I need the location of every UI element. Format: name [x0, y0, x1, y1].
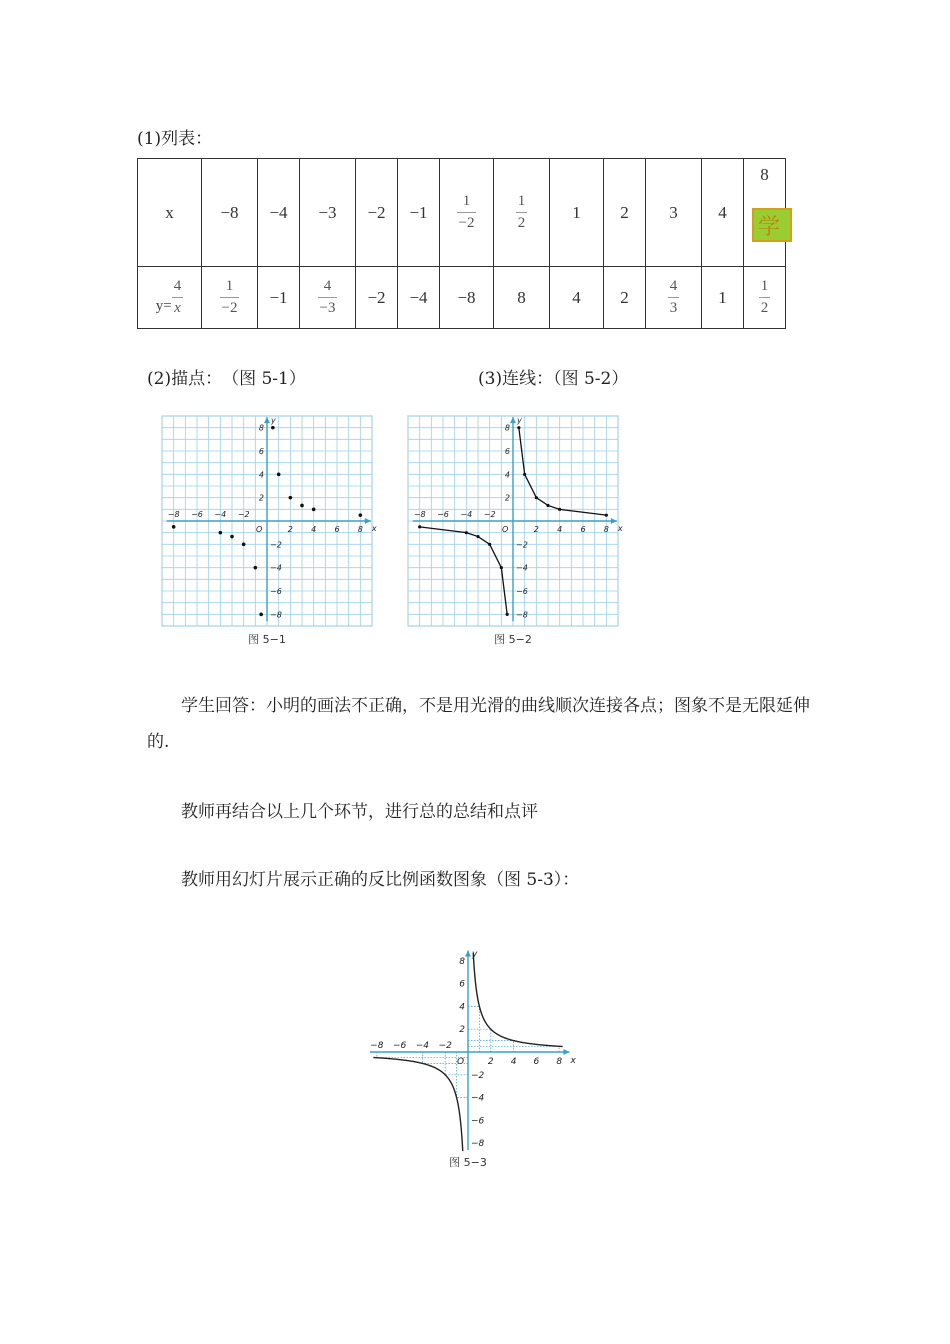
y-tick-label: 2: [459, 1025, 465, 1036]
figure-caption: 图 5−2: [494, 633, 532, 646]
x-cell-last: [744, 159, 786, 267]
x-axis-name: x: [617, 524, 623, 533]
y-label-den: x: [174, 300, 181, 316]
y-header-cell: [138, 267, 202, 329]
figure-caption: 图 5−3: [449, 1156, 487, 1169]
x-tick-label: 8: [603, 525, 609, 534]
y-tick-label: −2: [270, 540, 282, 550]
y-tick-label: −4: [516, 563, 528, 573]
y-axis-name: y: [472, 949, 478, 960]
x-tick-label: −8: [413, 510, 426, 519]
x-tick-label: 8: [556, 1057, 563, 1067]
table-row-y: [138, 267, 786, 329]
teacher-slide-paragraph: 教师用幻灯片展示正确的反比例函数图象（图 5-3）：: [181, 870, 580, 890]
y-label-num: 4: [173, 278, 182, 294]
fraction-value: $\frac{1}{-2}$: [458, 193, 475, 231]
data-point: [254, 566, 258, 570]
y-tick-label: 2: [504, 493, 510, 503]
data-point: [476, 535, 479, 538]
y-cell: −8: [440, 267, 494, 329]
x-tick-label: −4: [415, 1041, 430, 1051]
fraction-value: $\frac{1}{2}$: [760, 278, 769, 316]
table-row-x: [138, 159, 786, 267]
value-table: [137, 158, 786, 329]
y-tick-label: 6: [504, 447, 510, 456]
y-cell: [646, 267, 702, 329]
y-tick-label: −8: [471, 1139, 485, 1150]
data-point: [172, 525, 176, 529]
x-cell: 2: [604, 159, 646, 267]
figure-5-1-scatter: [158, 412, 377, 646]
y-tick-label: −4: [471, 1093, 485, 1104]
y-tick-label: −4: [270, 563, 282, 573]
data-point: [289, 496, 293, 500]
y-tick-label: −8: [270, 610, 282, 620]
x-cell: −8: [202, 159, 258, 267]
y-tick-label: −6: [471, 1116, 485, 1127]
data-point: [271, 426, 275, 430]
y-cell: [300, 267, 356, 329]
x-cell: 4: [702, 159, 744, 267]
y-cell: −4: [398, 267, 440, 329]
data-point: [312, 508, 316, 512]
x-axis-name: x: [570, 1056, 576, 1066]
x-tick-label: −6: [437, 510, 449, 519]
data-point: [418, 525, 421, 528]
x-tick-label: 2: [287, 525, 293, 534]
y-tick-label: 8: [504, 423, 510, 433]
x-cell: [494, 159, 550, 267]
y-tick-label: 6: [258, 447, 264, 456]
data-point: [465, 531, 468, 534]
data-point: [535, 496, 538, 499]
origin-label: O: [256, 525, 263, 534]
data-point: [558, 508, 561, 511]
x-header-label: x: [165, 202, 174, 222]
origin-label: O: [502, 525, 509, 534]
data-point: [230, 535, 234, 539]
y-cell: −2: [356, 267, 398, 329]
step1-label: (1)列表：: [137, 129, 213, 149]
y-tick-label: 2: [258, 493, 264, 503]
teacher-summary-paragraph: 教师再结合以上几个环节，进行总的总结和点评: [181, 802, 538, 822]
y-axis-name: y: [517, 416, 522, 426]
x-tick-label: 6: [533, 1057, 540, 1067]
y-tick-label: −2: [516, 540, 528, 550]
fraction-value: $\frac{4}{-3}$: [319, 278, 336, 316]
x-tick-label: −6: [191, 510, 203, 519]
x-tick-label: 4: [557, 525, 563, 534]
x-tick-label: −4: [460, 510, 473, 519]
x-cell: −1: [398, 159, 440, 267]
y-tick-label: 4: [258, 470, 264, 480]
x-cell: −3: [300, 159, 356, 267]
y-tick-label: −6: [516, 587, 528, 596]
y-tick-label: 4: [459, 1002, 465, 1013]
data-point: [277, 473, 281, 477]
x-tick-label: 4: [510, 1057, 517, 1067]
x-tick-label: 8: [357, 525, 363, 534]
figure-5-3-hyperbola: [362, 930, 578, 1176]
y-tick-label: −2: [471, 1070, 485, 1081]
y-cell: 8: [494, 267, 550, 329]
x-tick-label: −2: [438, 1041, 452, 1051]
fraction-value: $\frac{1}{2}$: [517, 193, 526, 231]
data-point: [359, 513, 363, 517]
y-cell: 1: [702, 267, 744, 329]
y-tick-label: 8: [459, 956, 465, 967]
y-cell: 2: [604, 267, 646, 329]
x-cell-value: 8: [760, 165, 769, 184]
data-point: [506, 613, 509, 616]
x-tick-label: 6: [334, 525, 340, 534]
x-cell: 3: [646, 159, 702, 267]
x-tick-label: −2: [483, 510, 496, 519]
data-point: [523, 473, 526, 476]
x-axis-name: x: [371, 524, 377, 533]
data-point: [500, 566, 503, 569]
study-badge: 学: [752, 208, 792, 242]
x-tick-label: 4: [311, 525, 317, 534]
y-axis-arrow: [465, 951, 471, 957]
x-axis-arrow: [563, 1049, 569, 1055]
y-cell: −1: [258, 267, 300, 329]
x-tick-label: 6: [580, 525, 586, 534]
curve-branch-negative: [373, 1057, 465, 1151]
data-point: [259, 613, 263, 617]
x-tick-label: −6: [392, 1041, 407, 1051]
y-cell: [744, 267, 786, 329]
data-point: [242, 543, 246, 547]
fraction-value: $\frac{4}{3}$: [669, 278, 678, 316]
y-cell: [202, 267, 258, 329]
y-tick-label: 6: [459, 979, 465, 990]
x-tick-label: −2: [237, 510, 250, 519]
y-header-label: [155, 278, 183, 316]
data-point: [219, 531, 223, 535]
x-cell: 1: [550, 159, 604, 267]
data-point: [488, 543, 491, 546]
x-cell: [440, 159, 494, 267]
data-point: [546, 504, 549, 507]
x-header-cell: [138, 159, 202, 267]
y-axis-name: y: [271, 416, 276, 426]
step3-label: (3)连线：（图 5-2）: [478, 369, 629, 389]
figure-5-2-polyline: [404, 412, 623, 646]
student-answer-paragraph: 学生回答：小明的画法不正确，不是用光滑的曲线顺次连接各点；图象不是无限延伸的.: [147, 696, 810, 752]
step2-label: (2)描点： （图 5-1）: [147, 369, 306, 389]
x-cell: −2: [356, 159, 398, 267]
fraction-value: $\frac{1}{-2}$: [221, 278, 238, 316]
data-point: [605, 514, 608, 517]
x-cell: −4: [258, 159, 300, 267]
data-point: [517, 426, 520, 429]
y-label-fraction: [172, 278, 184, 317]
x-tick-label: −8: [167, 510, 180, 519]
y-cell: 4: [550, 267, 604, 329]
y-tick-label: 4: [504, 470, 510, 480]
data-point: [300, 504, 304, 508]
x-tick-label: −8: [370, 1041, 384, 1051]
x-tick-label: 2: [533, 525, 539, 534]
y-tick-label: 8: [258, 423, 264, 433]
x-tick-label: −4: [214, 510, 227, 519]
x-tick-label: 2: [487, 1057, 494, 1067]
y-tick-label: −6: [270, 587, 282, 596]
figure-caption: 图 5−1: [248, 633, 286, 646]
curve-branch-positive: [473, 953, 562, 1047]
y-label-prefix: y=: [155, 297, 172, 314]
origin-label: O: [457, 1057, 465, 1067]
y-tick-label: −8: [516, 610, 528, 620]
